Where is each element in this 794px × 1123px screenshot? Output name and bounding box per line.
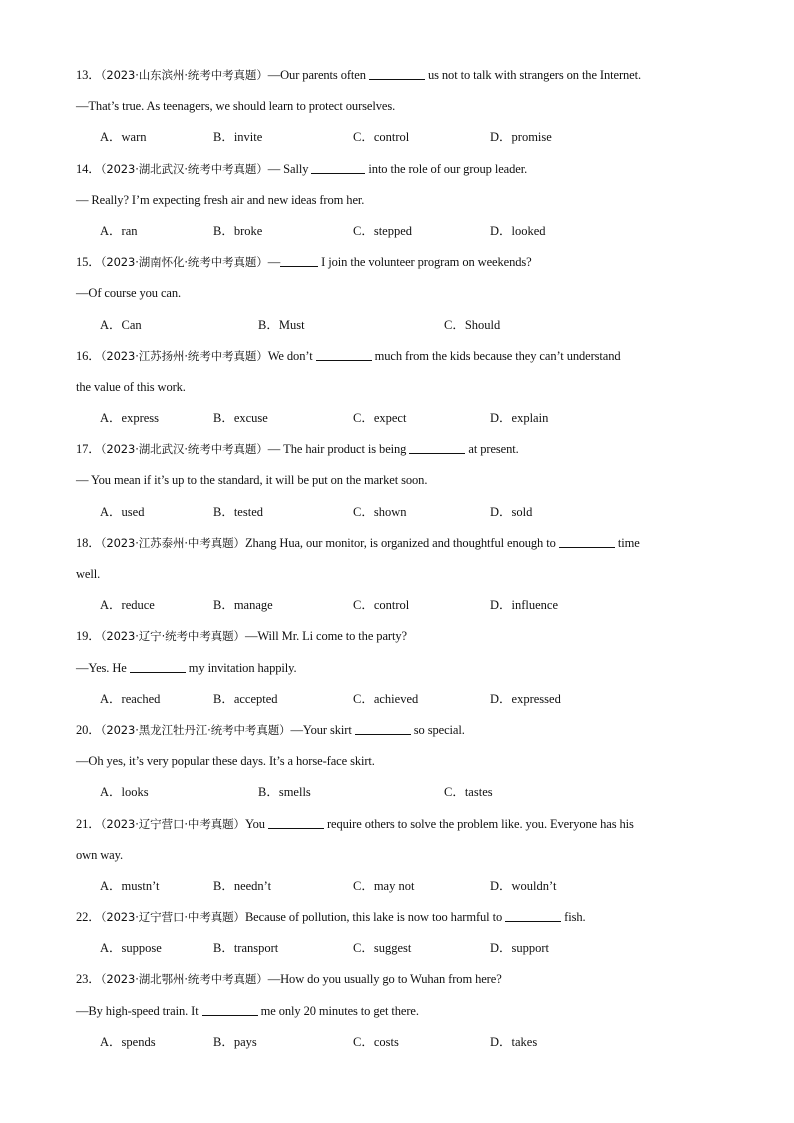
answer-option[interactable]: B．excuse [213, 411, 268, 426]
answer-option[interactable]: D．expressed [490, 691, 561, 706]
question-item [76, 717, 736, 811]
question-item [76, 904, 736, 966]
question-item [76, 623, 736, 717]
question-stem-line [76, 436, 736, 467]
answer-option[interactable]: A．ran [100, 223, 138, 238]
question-source: （2023·山东滨州·统考中考真题） [100, 68, 268, 82]
answer-options [76, 405, 736, 436]
stem-text: — The hair product is being [267, 442, 410, 457]
stem-text: — You mean if it’s up to the standard, it will be put on the market soon. [76, 473, 428, 488]
answer-option[interactable]: A．looks [100, 785, 149, 800]
question-dialogue-line [76, 93, 736, 124]
question-number: 15． [76, 255, 101, 270]
stem-text: require others to solve the problem like. you. Everyone has his [323, 816, 634, 831]
answer-option[interactable]: C．expect [353, 411, 407, 426]
answer-options [76, 779, 736, 810]
question-number: 23． [76, 972, 101, 987]
answer-options [76, 124, 736, 155]
question-source: （2023·湖北鄂州·统考中考真题） [100, 972, 268, 987]
question-source: （2023·湖北武汉·统考中考真题） [100, 442, 268, 457]
question-dialogue-line [76, 842, 736, 873]
stem-text: We don’t [267, 348, 316, 363]
question-item [76, 156, 736, 250]
answer-option[interactable]: B．pays [213, 1034, 257, 1049]
answer-options [76, 592, 736, 623]
answer-option[interactable]: A．suppose [100, 941, 162, 956]
answer-option[interactable]: B．manage [213, 598, 273, 613]
stem-text: — Really? I’m expecting fresh air and new ideas from her. [76, 192, 365, 207]
stem-text: — [267, 255, 281, 270]
question-number: 13． [76, 68, 101, 82]
stem-text: —Your skirt [290, 722, 355, 737]
answer-options [76, 873, 736, 904]
answer-option[interactable]: B．accepted [213, 691, 278, 706]
answer-blank[interactable] [355, 720, 411, 735]
question-number: 22． [76, 910, 101, 925]
answer-option[interactable]: A．express [100, 411, 160, 426]
answer-blank[interactable] [202, 1001, 258, 1016]
answer-option[interactable]: D．looked [490, 223, 546, 238]
answer-options [76, 499, 736, 530]
answer-option[interactable]: D．influence [490, 598, 559, 613]
answer-option[interactable]: A．warn [100, 130, 147, 145]
question-dialogue-line [76, 187, 736, 218]
question-item [76, 62, 736, 156]
stem-text: —That’s true. As teenagers, we should learn to protect ourselves. [76, 99, 396, 114]
question-stem-line [76, 623, 736, 654]
answer-option[interactable]: C．achieved [353, 691, 419, 706]
stem-text: my invitation happily. [185, 660, 297, 675]
stem-text: I join the volunteer program on weekends? [318, 255, 532, 270]
answer-option[interactable]: D．takes [490, 1034, 538, 1049]
stem-text: me only 20 minutes to get there. [257, 1003, 419, 1018]
answer-option[interactable]: A．Can [100, 317, 142, 332]
answer-option[interactable]: C．stepped [353, 223, 413, 238]
question-source: （2023·湖南怀化·统考中考真题） [100, 255, 268, 270]
answer-options [76, 935, 736, 966]
question-number: 20． [76, 722, 101, 737]
stem-text: the value of this work. [76, 379, 186, 394]
question-item [76, 966, 736, 1060]
answer-options [76, 218, 736, 249]
question-dialogue-line [76, 748, 736, 779]
question-source: （2023·辽宁营口·中考真题） [100, 816, 245, 831]
question-item [76, 436, 736, 530]
answer-option[interactable]: C．control [353, 130, 410, 145]
answer-option[interactable]: D．explain [490, 411, 549, 426]
answer-blank[interactable] [316, 346, 372, 361]
answer-blank[interactable] [559, 533, 615, 548]
question-number: 19． [76, 629, 101, 644]
answer-blank[interactable] [311, 159, 365, 174]
stem-text: Because of pollution, this lake is now too harmful to [244, 910, 506, 925]
answer-blank[interactable] [409, 439, 465, 454]
answer-blank[interactable] [280, 252, 318, 267]
answer-option[interactable]: C．tastes [444, 785, 493, 800]
question-stem-line [76, 904, 736, 935]
question-stem-line [76, 343, 736, 374]
stem-text: — Sally [267, 161, 312, 176]
answer-option[interactable]: C．shown [353, 504, 407, 519]
question-stem-line [76, 530, 736, 561]
answer-option[interactable]: D．sold [490, 504, 533, 519]
stem-text: own way. [76, 847, 123, 862]
question-source: （2023·黑龙江牡丹江·统考中考真题） [100, 722, 291, 737]
answer-options [76, 312, 736, 343]
answer-blank[interactable] [268, 814, 324, 829]
answer-options [76, 1029, 736, 1060]
question-dialogue-line [76, 998, 736, 1029]
stem-text: —Yes. He [76, 660, 130, 675]
question-stem-line [76, 811, 736, 842]
stem-text: —Oh yes, it’s very popular these days. It’s a horse-face skirt. [76, 754, 375, 769]
stem-text: us not to talk with strangers on the Internet. [424, 68, 642, 82]
question-stem-line [76, 62, 736, 93]
answer-option[interactable]: D．wouldn’t [490, 878, 557, 893]
stem-text: so special. [410, 722, 465, 737]
question-item [76, 343, 736, 437]
answer-option[interactable]: C．costs [353, 1034, 399, 1049]
answer-options [76, 686, 736, 717]
question-sheet [76, 62, 736, 1060]
question-number: 16． [76, 348, 101, 363]
stem-text: into the role of our group leader. [365, 161, 528, 176]
answer-option[interactable]: B．broke [213, 223, 263, 238]
answer-option[interactable]: A．mustn’t [100, 878, 160, 893]
question-source: （2023·湖北武汉·统考中考真题） [100, 161, 268, 176]
stem-text: at present. [465, 442, 519, 457]
stem-text: —Of course you can. [76, 286, 182, 301]
stem-text: —How do you usually go to Wuhan from here? [267, 972, 502, 987]
answer-blank[interactable] [505, 907, 561, 922]
stem-text: You [244, 816, 268, 831]
answer-blank[interactable] [130, 658, 186, 673]
answer-option[interactable]: C．control [353, 598, 410, 613]
answer-option[interactable]: C．Should [444, 317, 501, 332]
question-item [76, 811, 736, 905]
answer-option[interactable]: D．support [490, 941, 550, 956]
question-dialogue-line [76, 655, 736, 686]
answer-option[interactable]: B．tested [213, 504, 263, 519]
question-dialogue-line [76, 561, 736, 592]
question-item [76, 530, 736, 624]
stem-text: time [614, 535, 640, 550]
question-number: 14． [76, 161, 101, 176]
answer-option[interactable]: A．used [100, 504, 145, 519]
stem-text: fish. [561, 910, 586, 925]
question-stem-line [76, 966, 736, 997]
question-dialogue-line [76, 280, 736, 311]
answer-option[interactable]: A．spends [100, 1034, 156, 1049]
answer-option[interactable]: C．may not [353, 878, 415, 893]
answer-blank[interactable] [369, 65, 425, 80]
question-dialogue-line [76, 374, 736, 405]
question-number: 21． [76, 816, 101, 831]
question-source: （2023·辽宁·统考中考真题） [100, 629, 245, 644]
answer-option[interactable]: B．invite [213, 130, 263, 145]
question-stem-line [76, 249, 736, 280]
answer-option[interactable]: D．promise [490, 130, 552, 145]
stem-text: —Will Mr. Li come to the party? [244, 629, 407, 644]
answer-option[interactable]: B．Must [258, 317, 305, 332]
question-source: （2023·江苏泰州·中考真题） [100, 535, 245, 550]
question-item [76, 249, 736, 343]
answer-option[interactable]: A．reached [100, 691, 161, 706]
answer-option[interactable]: C．suggest [353, 941, 412, 956]
question-number: 17． [76, 442, 101, 457]
answer-option[interactable]: B．needn’t [213, 878, 272, 893]
answer-option[interactable]: B．transport [213, 941, 279, 956]
question-dialogue-line [76, 467, 736, 498]
question-source: （2023·辽宁营口·中考真题） [100, 910, 245, 925]
question-stem-line [76, 156, 736, 187]
answer-option[interactable]: B．smells [258, 785, 311, 800]
stem-text: well. [76, 567, 101, 581]
question-number: 18． [76, 535, 101, 550]
stem-text: —By high-speed train. It [76, 1003, 202, 1018]
question-stem-line [76, 717, 736, 748]
stem-text: much from the kids because they can’t understand [371, 348, 621, 363]
question-source: （2023·江苏扬州·统考中考真题） [100, 348, 268, 363]
answer-option[interactable]: A．reduce [100, 598, 155, 613]
stem-text: Zhang Hua, our monitor, is organized and thoughtful enough to [244, 535, 559, 550]
stem-text: —Our parents often [267, 68, 369, 82]
